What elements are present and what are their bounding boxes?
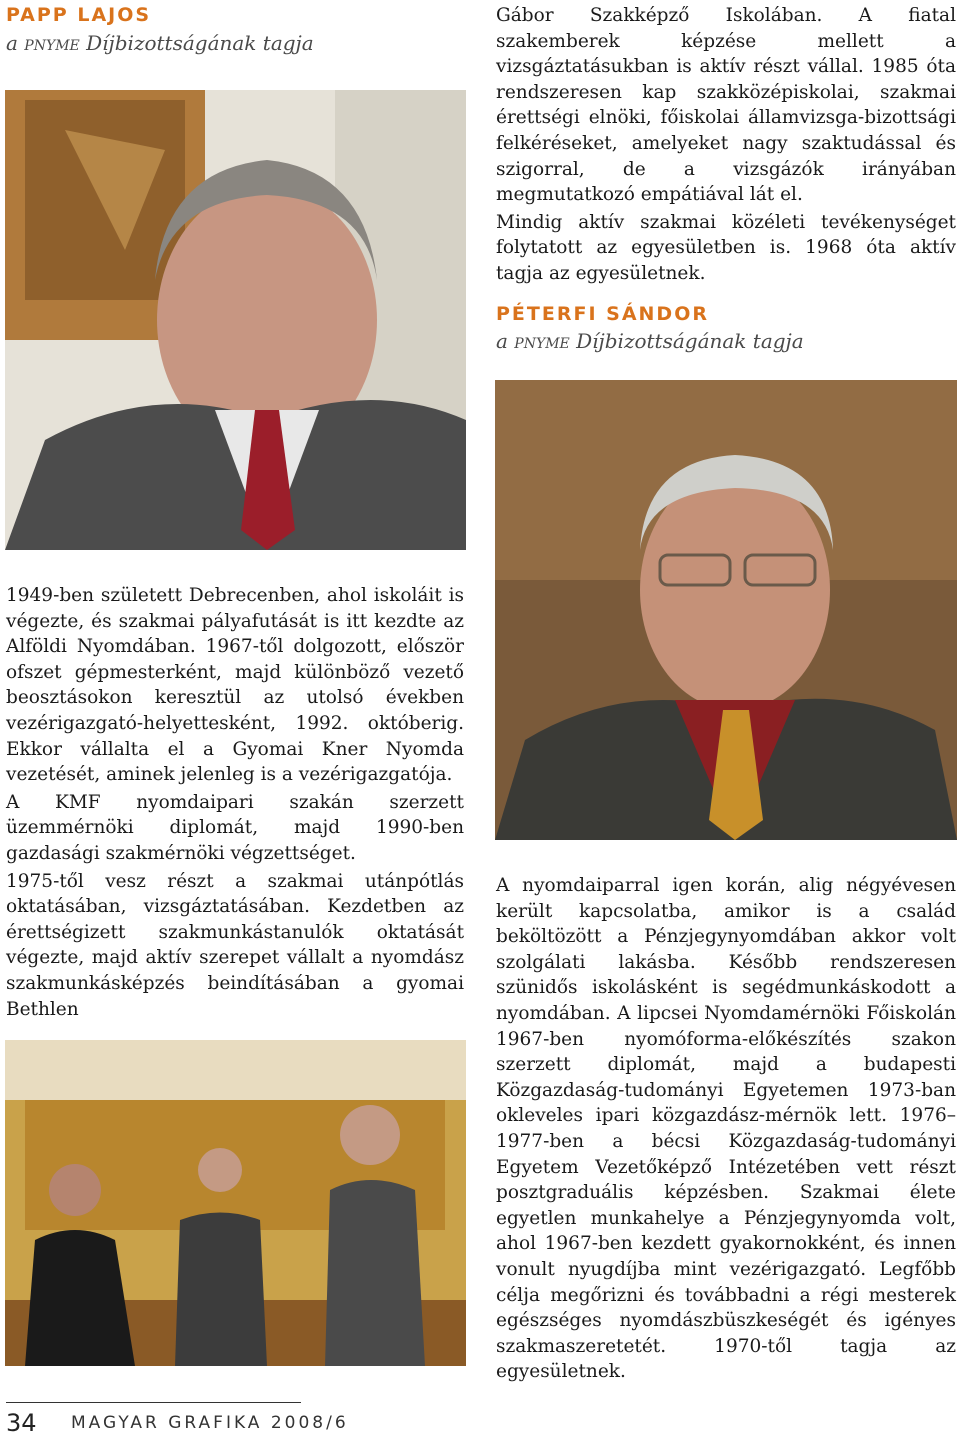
papp-bio-paragraph-3: 1975-től vesz részt a szakmai utánpótlás oktatásában, vizsgáztatásában. Kezdetben az érettségizett szakmunkástanulók oktatását végezte, majd aktív szerepet vállalt a nyomdász szakmunkásképzés beindításában a gyomai Bethlen [6,870,464,1020]
group-photo [5,1040,466,1366]
portrait-peterfi-sandor-illustration [495,380,957,840]
papp-bio-paragraph-1: 1949-ben született Debrecenben, ahol iskoláit is végezte, és szakmai pályafutását is itt kezdte az Alföldi Nyomdában. 1967-től dolgozott, először ofszet gépmesterként, majd különböző vezető beosztásokon keresztül az utolsó években vezérigazgató-helyettesként, 1992. októberig. Ekkor vállalta el a Gyomai Kner Nyomda vezetését, aminek jelenleg is a vezérigazgatója. [6,585,464,786]
person1-subtitle-prefix: a [6,31,25,55]
papp-bio-continuation [496,3,956,287]
person2-subtitle-role: Díjbizottságának tagja [569,329,804,353]
papp-bio-column [6,583,464,1022]
footer-rule [6,1402,301,1403]
person1-name: PAPP LAJOS [6,4,152,26]
portrait-peterfi-sandor [495,380,957,840]
portrait-papp-lajos [5,90,466,550]
papp-bio-cont-paragraph-1: Gábor Szakképző Iskolában. A fiatal szakemberek képzése mellett a vizsgáztatásukban is aktív részt vállal. 1985 óta rendszeresen kap szakközépiskolai, szakmai érettségi elnöki, főiskolai államvizsga-bizottsági felkéréseket, amelyeket nagy szaktudással és szigorral, de a vizsgázók irányában megmutatkozó empátiával lát el. [496,5,956,206]
magazine-name: MAGYAR GRAFIKA 2008/6 [71,1413,349,1433]
papp-bio-paragraph-2: A KMF nyomdaipari szakán szerzett üzemmérnöki diplomát, majd 1990-ben gazdasági szakmérnöki végzettséget. [6,791,464,864]
person1-subtitle-role: Díjbizottságának tagja [79,31,314,55]
person2-subtitle [496,328,804,354]
page-number: 34 [6,1409,37,1437]
person1-subtitle [6,30,314,56]
person2-subtitle-org: pnyme [514,329,570,353]
peterfi-bio-column [496,873,956,1385]
person2-name: PÉTERFI SÁNDOR [496,303,709,325]
peterfi-bio-paragraph-1: A nyomdaiparral igen korán, alig négyévesen került kapcsolatba, amikor is a család beköltözött a Pénzjegynyomdában akkor volt szolgálati lakásba. Később rendszeresen szünidős iskolásként is segédmunkáskodott a nyomdában. A lipcsei Nyomdamérnöki Főiskolán 1967-ben nyomóforma-előkészítés szakon szerzett diplomát, majd a budapesti Közgazdaság-tudományi Egyetemen 1973-ban okleveles ipari közgazdász-mérnök lett. 1976–1977-ben a bécsi Közgazdaság-tudományi Egyetem Vezetőképző Intézetében vett részt posztgraduális képzésben. Szakmai élete egyetlen munkahelye a Pénzjegynyomda volt, ahol 1967-ben kezdett gyakornokként, és innen vonult nyugdíjba mint vezérigazgató. Legfőbb célja megőrizni és továbbadni a régi mesterek egészséges nyomdászbüszkeségét és igényes szakmaszeretetét. 1970-től tagja az egyesületnek. [496,875,956,1383]
person2-subtitle-prefix: a [496,329,515,353]
portrait-papp-lajos-illustration [5,90,466,550]
papp-bio-cont-paragraph-2: Mindig aktív szakmai közéleti tevékenységet folytatott az egyesületben is. 1968 óta aktív tagja az egyesületnek. [496,211,956,284]
person1-subtitle-org: pnyme [24,31,80,55]
group-photo-illustration [5,1040,466,1366]
